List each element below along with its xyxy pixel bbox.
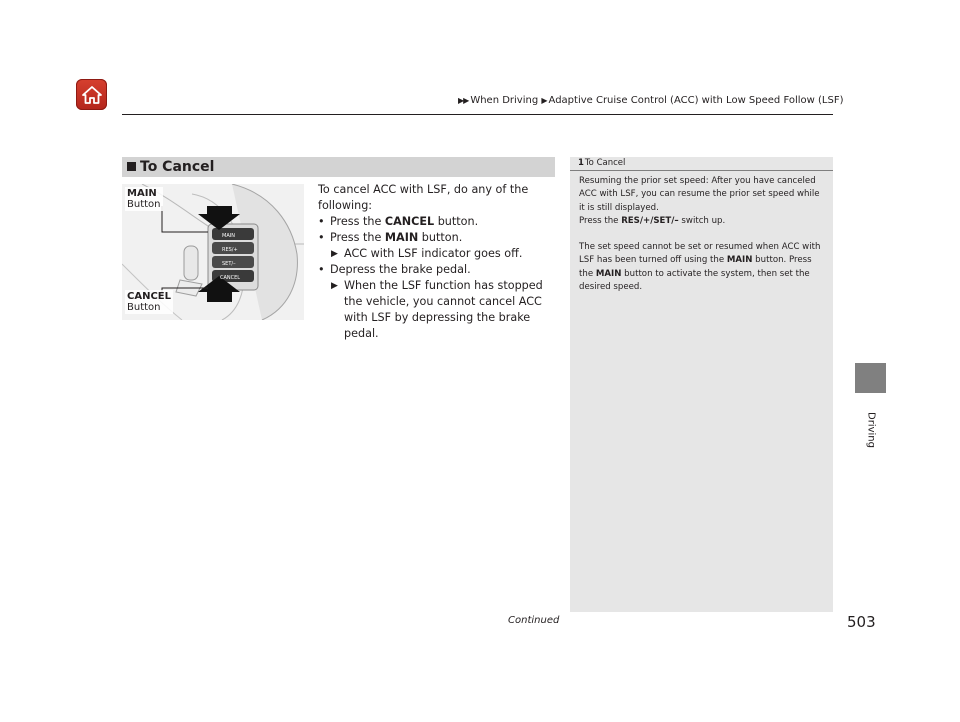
bullet-text: button. (434, 215, 479, 228)
chapter-tab-label: Driving (865, 412, 877, 448)
cancel-callout-title: CANCEL (127, 291, 171, 302)
heading-square-icon (127, 162, 136, 171)
home-button[interactable] (76, 79, 107, 110)
bullet-brake: • Depress the brake pedal. (318, 262, 554, 278)
section-heading-text: To Cancel (140, 159, 215, 175)
note-bold: MAIN (595, 268, 622, 279)
switch-res-label: RES/+ (222, 247, 238, 253)
bullet-text: Press the (330, 231, 385, 244)
main-callout-title: MAIN (127, 188, 157, 199)
breadcrumb-item[interactable]: When Driving (470, 95, 539, 106)
bullet-bold: MAIN (384, 231, 419, 244)
note-paragraph (579, 241, 827, 294)
note-title (578, 158, 625, 168)
breadcrumb-item[interactable]: Adaptive Cruise Control (ACC) with Low Speed Follow (LSF) (548, 95, 844, 106)
cancel-callout-sub: Button (127, 302, 161, 313)
sub-item (318, 246, 554, 262)
bullet-cancel (318, 214, 554, 230)
sub-item (318, 278, 554, 342)
steering-wheel-illustration (122, 184, 304, 320)
section-heading (122, 157, 555, 177)
note-number: 1 (578, 158, 584, 168)
note-body (579, 175, 827, 294)
intro-paragraph: To cancel ACC with LSF, do any of the following: (318, 183, 529, 212)
main-callout-sub: Button (127, 199, 161, 210)
home-icon (81, 85, 103, 105)
sub-arrow-icon: ▶ (331, 249, 338, 259)
main-button-callout (125, 187, 163, 211)
bullet-main (318, 230, 554, 246)
continued-label: Continued (508, 615, 560, 626)
cancel-button-callout (125, 290, 173, 314)
note-bold: RES/+/SET/– (621, 215, 679, 226)
switch-set-label: SET/– (222, 261, 236, 267)
switch-main-label: MAIN (222, 233, 235, 239)
note-text: The set speed cannot be set or resumed when ACC with LSF has been turned off using the (579, 242, 821, 266)
page-number: 503 (847, 613, 876, 631)
note-paragraph (579, 175, 827, 228)
note-text: Resuming the prior set speed: After you have canceled ACC with LSF, you can resume the prior set speed while it is still displayed. (579, 176, 820, 213)
breadcrumb-arrow-icon: ▶ (541, 96, 547, 105)
bullet-bold: CANCEL (384, 215, 435, 228)
instruction-text (318, 182, 554, 342)
bullet-text: button. (418, 231, 463, 244)
breadcrumb (458, 95, 843, 106)
note-text: button. Press the (579, 255, 812, 279)
note-text: Press the (579, 215, 622, 226)
sub-text: When the LSF function has stopped the vehicle, you cannot cancel ACC with LSF by depressing the brake pedal. (344, 279, 543, 340)
note-text: button to activate the system, then set the desired speed. (579, 268, 810, 293)
switch-cancel-label: CANCEL (220, 275, 241, 281)
sub-text: ACC with LSF indicator goes off. (344, 247, 523, 260)
sub-arrow-icon: ▶ (331, 281, 338, 291)
bullet-text: Press the (330, 215, 385, 228)
note-rule (570, 170, 833, 171)
breadcrumb-arrow-icon: ▶▶ (458, 96, 469, 105)
header-rule (122, 114, 833, 115)
note-title-text: To Cancel (584, 158, 626, 168)
note-bold: MAIN (726, 255, 753, 266)
note-text: switch up. (678, 215, 726, 226)
